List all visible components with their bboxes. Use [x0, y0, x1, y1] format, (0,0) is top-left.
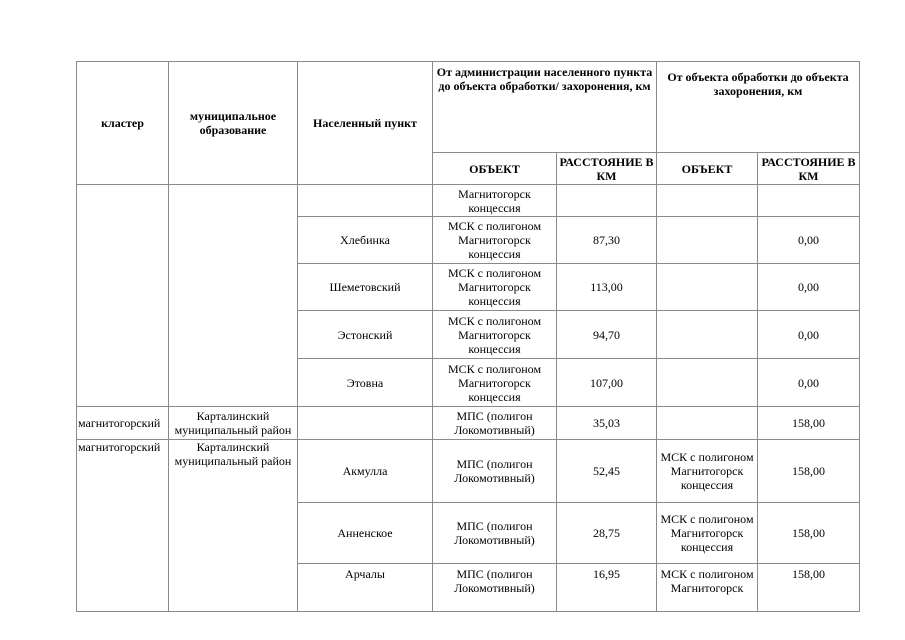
cell-object-1: МСК с полигоном Магнитогорск концессия [433, 311, 557, 359]
cell-object-1: Магнитогорск концессия [433, 185, 557, 217]
cell-cluster [77, 185, 169, 407]
header-distance-2: РАССТОЯНИЕ В КМ [758, 153, 860, 185]
cell-object-1: МСК с полигоном Магнитогорск концессия [433, 264, 557, 311]
cell-distance-2: 158,00 [758, 564, 860, 612]
cell-distance-1 [557, 185, 657, 217]
cell-settlement: Этовна [298, 359, 433, 407]
cell-object-1: МПС (полигон Локомотивный) [433, 564, 557, 612]
header-settlement: Населенный пункт [298, 62, 433, 185]
cell-object-2: МСК с полигоном Магнитогорск концессия [657, 503, 758, 564]
cell-distance-1: 52,45 [557, 440, 657, 503]
cell-distance-1: 35,03 [557, 407, 657, 440]
cell-object-1: МСК с полигоном Магнитогорск концессия [433, 217, 557, 264]
cell-distance-1: 87,30 [557, 217, 657, 264]
cell-settlement: Анненское [298, 503, 433, 564]
cell-object-2 [657, 264, 758, 311]
cell-distance-1: 28,75 [557, 503, 657, 564]
cell-settlement [298, 407, 433, 440]
cell-object-2 [657, 311, 758, 359]
cell-object-1: МПС (полигон Локомотивный) [433, 503, 557, 564]
cell-distance-2: 0,00 [758, 311, 860, 359]
cell-distance-1: 113,00 [557, 264, 657, 311]
cell-object-2 [657, 185, 758, 217]
cell-object-2: МСК с полигоном Магнитогорск концессия [657, 440, 758, 503]
header-distance-1: РАССТОЯНИЕ В КМ [557, 153, 657, 185]
header-object-1: ОБЪЕКТ [433, 153, 557, 185]
cell-distance-2: 0,00 [758, 264, 860, 311]
header-municipality: муниципальное образование [169, 62, 298, 185]
cell-distance-2 [758, 185, 860, 217]
cell-distance-2: 0,00 [758, 217, 860, 264]
cell-object-2 [657, 217, 758, 264]
cell-municipality: Карталинский муниципальный район [169, 440, 298, 612]
cell-settlement: Арчалы [298, 564, 433, 612]
table-row [77, 440, 860, 503]
cell-settlement: Хлебинка [298, 217, 433, 264]
cell-cluster: магнитогорский [77, 407, 169, 440]
cell-settlement: Шеметовский [298, 264, 433, 311]
cell-distance-2: 0,00 [758, 359, 860, 407]
header-cluster: кластер [77, 62, 169, 185]
cell-distance-2: 158,00 [758, 503, 860, 564]
cell-object-1: МПС (полигон Локомотивный) [433, 407, 557, 440]
cell-settlement [298, 185, 433, 217]
cell-distance-1: 107,00 [557, 359, 657, 407]
distance-table [76, 61, 860, 612]
cell-distance-1: 16,95 [557, 564, 657, 612]
cell-distance-2: 158,00 [758, 407, 860, 440]
table-row [77, 407, 860, 440]
cell-settlement: Акмулла [298, 440, 433, 503]
cell-municipality [169, 185, 298, 407]
header-row-1 [77, 62, 860, 153]
cell-distance-1: 94,70 [557, 311, 657, 359]
header-from-facility: От объекта обработки до объекта захоронения, км [657, 62, 860, 153]
cell-object-2 [657, 359, 758, 407]
cell-object-1: МПС (полигон Локомотивный) [433, 440, 557, 503]
cell-settlement: Эстонский [298, 311, 433, 359]
cell-object-1: МСК с полигоном Магнитогорск концессия [433, 359, 557, 407]
cell-distance-2: 158,00 [758, 440, 860, 503]
cell-municipality: Карталинский муниципальный район [169, 407, 298, 440]
header-from-admin: От администрации населенного пункта до объекта обработки/ захоронения, км [433, 62, 657, 153]
cell-cluster: магнитогорский [77, 440, 169, 612]
table-row [77, 185, 860, 217]
header-object-2: ОБЪЕКТ [657, 153, 758, 185]
cell-object-2: МСК с полигоном Магнитогорск [657, 564, 758, 612]
cell-object-2 [657, 407, 758, 440]
